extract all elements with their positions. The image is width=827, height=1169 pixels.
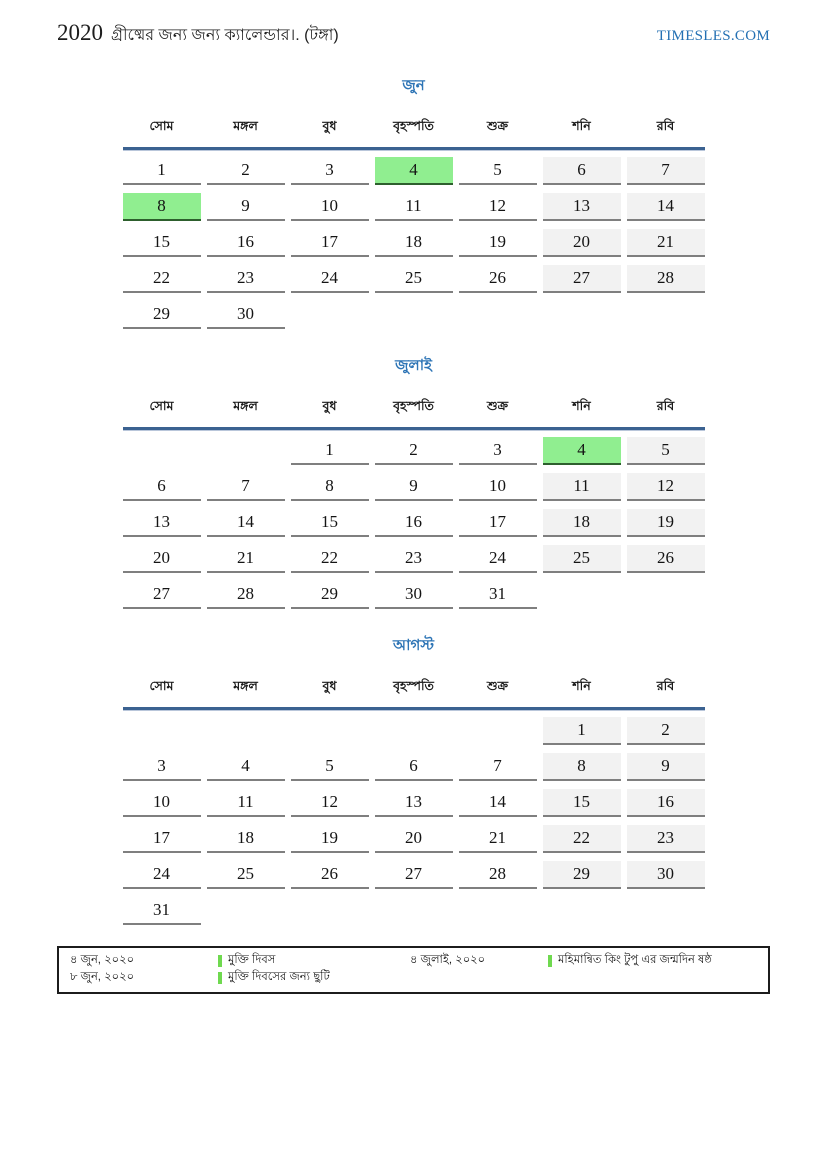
empty-cell [627,897,705,923]
day-cell-august-3: 3 [123,753,201,781]
day-cell-july-13: 13 [123,509,201,537]
day-cell-august-30: 30 [627,861,705,889]
day-cell-august-23: 23 [627,825,705,853]
weekday-label: শনি [572,399,591,413]
empty-cell [123,437,201,463]
day-cell-june-12: 12 [459,193,537,221]
day-cell-june-20: 20 [543,229,621,257]
day-grid [123,157,705,329]
day-cell-june-11: 11 [375,193,453,221]
legend-date: ৪ জুলাই, ২০২০ [410,954,486,966]
day-cell-july-21: 21 [207,545,285,573]
day-cell-june-24: 24 [291,265,369,293]
day-cell-june-9: 9 [207,193,285,221]
legend-box [57,946,770,994]
month-title-august: আগস্ট [393,637,434,654]
empty-cell [459,301,537,327]
empty-cell [375,301,453,327]
weekday-label: শনি [572,119,591,133]
day-cell-july-23: 23 [375,545,453,573]
header-rule [123,707,705,710]
empty-cell [291,301,369,327]
day-cell-august-13: 13 [375,789,453,817]
weekday-label: রবি [656,399,675,413]
day-cell-july-1: 1 [291,437,369,465]
day-cell-june-19: 19 [459,229,537,257]
day-cell-june-8: 8 [123,193,201,221]
weekday-label: শুক্র [486,399,509,413]
day-cell-august-10: 10 [123,789,201,817]
empty-cell [207,437,285,463]
empty-cell [291,717,369,743]
day-cell-june-30: 30 [207,301,285,329]
weekday-label: মঙ্গল [233,119,258,133]
day-cell-august-6: 6 [375,753,453,781]
day-grid [123,717,705,925]
day-cell-july-26: 26 [627,545,705,573]
day-cell-july-11: 11 [543,473,621,501]
weekday-label: মঙ্গল [233,679,258,693]
legend-date: ৪ জুন, ২০২০ [70,954,135,966]
day-cell-july-28: 28 [207,581,285,609]
day-cell-july-4: 4 [543,437,621,465]
day-cell-august-27: 27 [375,861,453,889]
weekday-label: বৃহস্পতি [393,399,434,413]
day-cell-july-27: 27 [123,581,201,609]
weekday-label: শনি [572,679,591,693]
month-title-july: জুলাই [395,357,432,374]
day-cell-august-9: 9 [627,753,705,781]
day-cell-june-17: 17 [291,229,369,257]
empty-cell [459,897,537,923]
empty-cell [627,301,705,327]
weekday-header-row [123,118,705,147]
day-cell-august-5: 5 [291,753,369,781]
day-cell-june-16: 16 [207,229,285,257]
day-cell-july-5: 5 [627,437,705,465]
legend-label: মুক্তি দিবসের জন্য ছুটি [228,971,330,983]
day-cell-june-25: 25 [375,265,453,293]
empty-cell [207,717,285,743]
day-cell-august-8: 8 [543,753,621,781]
header-rule [123,427,705,430]
day-cell-august-2: 2 [627,717,705,745]
day-cell-july-14: 14 [207,509,285,537]
weekday-label: শুক্র [486,119,509,133]
legend-item [548,953,757,968]
day-cell-july-19: 19 [627,509,705,537]
day-cell-june-5: 5 [459,157,537,185]
month-june [123,74,705,329]
day-cell-july-12: 12 [627,473,705,501]
day-cell-june-4: 4 [375,157,453,185]
day-grid [123,437,705,609]
day-cell-august-31: 31 [123,897,201,925]
weekday-label: সোম [149,399,174,413]
day-cell-august-7: 7 [459,753,537,781]
day-cell-july-6: 6 [123,473,201,501]
legend-item [218,953,410,968]
weekday-label: বুধ [322,679,337,693]
month-august [123,634,705,925]
day-cell-july-7: 7 [207,473,285,501]
day-cell-july-20: 20 [123,545,201,573]
day-cell-august-17: 17 [123,825,201,853]
page-header [0,0,827,49]
months-container [0,74,827,925]
day-cell-july-15: 15 [291,509,369,537]
empty-cell [543,581,621,607]
month-title-june: জুন [402,77,425,94]
weekday-label: বুধ [322,119,337,133]
day-cell-june-28: 28 [627,265,705,293]
day-cell-august-28: 28 [459,861,537,889]
day-cell-july-8: 8 [291,473,369,501]
calendar-year: 2020 [57,20,103,45]
weekday-label: রবি [656,679,675,693]
weekday-label: বৃহস্পতি [393,119,434,133]
day-cell-june-14: 14 [627,193,705,221]
day-cell-june-26: 26 [459,265,537,293]
day-cell-july-17: 17 [459,509,537,537]
empty-cell [291,897,369,923]
legend-item [218,970,410,985]
day-cell-august-4: 4 [207,753,285,781]
legend-marker-icon [548,955,552,967]
weekday-label: সোম [149,119,174,133]
day-cell-july-30: 30 [375,581,453,609]
legend-label: মহিমান্বিত কিং টুপু এর জন্মদিন ষষ্ঠ [558,954,712,966]
day-cell-august-16: 16 [627,789,705,817]
empty-cell [207,897,285,923]
day-cell-june-3: 3 [291,157,369,185]
day-cell-june-29: 29 [123,301,201,329]
empty-cell [627,581,705,607]
day-cell-june-10: 10 [291,193,369,221]
weekday-label: বৃহস্পতি [393,679,434,693]
day-cell-june-6: 6 [543,157,621,185]
legend-date: ৮ জুন, ২০২০ [70,971,135,983]
day-cell-june-13: 13 [543,193,621,221]
day-cell-august-15: 15 [543,789,621,817]
day-cell-july-25: 25 [543,545,621,573]
weekday-header-row [123,678,705,707]
day-cell-august-26: 26 [291,861,369,889]
day-cell-august-11: 11 [207,789,285,817]
day-cell-august-21: 21 [459,825,537,853]
day-cell-june-7: 7 [627,157,705,185]
day-cell-june-15: 15 [123,229,201,257]
day-cell-august-18: 18 [207,825,285,853]
day-cell-august-25: 25 [207,861,285,889]
legend-marker-icon [218,972,222,984]
day-cell-july-9: 9 [375,473,453,501]
empty-cell [459,717,537,743]
weekday-label: বুধ [322,399,337,413]
day-cell-june-27: 27 [543,265,621,293]
empty-cell [543,897,621,923]
day-cell-august-19: 19 [291,825,369,853]
empty-cell [123,717,201,743]
day-cell-august-22: 22 [543,825,621,853]
day-cell-august-14: 14 [459,789,537,817]
day-cell-july-24: 24 [459,545,537,573]
empty-cell [375,897,453,923]
day-cell-july-10: 10 [459,473,537,501]
day-cell-august-24: 24 [123,861,201,889]
weekday-header-row [123,398,705,427]
header-rule [123,147,705,150]
weekday-label: শুক্র [486,679,509,693]
weekday-label: রবি [656,119,675,133]
day-cell-august-20: 20 [375,825,453,853]
day-cell-july-31: 31 [459,581,537,609]
day-cell-july-3: 3 [459,437,537,465]
day-cell-august-1: 1 [543,717,621,745]
day-cell-june-2: 2 [207,157,285,185]
day-cell-june-22: 22 [123,265,201,293]
legend-label: মুক্তি দিবস [228,954,276,966]
day-cell-july-22: 22 [291,545,369,573]
legend-marker-icon [218,955,222,967]
day-cell-august-12: 12 [291,789,369,817]
day-cell-june-18: 18 [375,229,453,257]
day-cell-july-29: 29 [291,581,369,609]
day-cell-june-23: 23 [207,265,285,293]
empty-cell [375,717,453,743]
site-link[interactable]: TIMESLES.COM [656,28,770,44]
empty-cell [543,301,621,327]
day-cell-june-1: 1 [123,157,201,185]
month-july [123,354,705,609]
page-title-group [57,20,339,49]
weekday-label: মঙ্গল [233,399,258,413]
weekday-label: সোম [149,679,174,693]
day-cell-june-21: 21 [627,229,705,257]
day-cell-july-18: 18 [543,509,621,537]
page-title: গ্রীষ্মের জন্য জন্য ক্যালেন্ডার।. (টঙ্গা) [111,27,339,44]
day-cell-july-2: 2 [375,437,453,465]
day-cell-july-16: 16 [375,509,453,537]
day-cell-august-29: 29 [543,861,621,889]
